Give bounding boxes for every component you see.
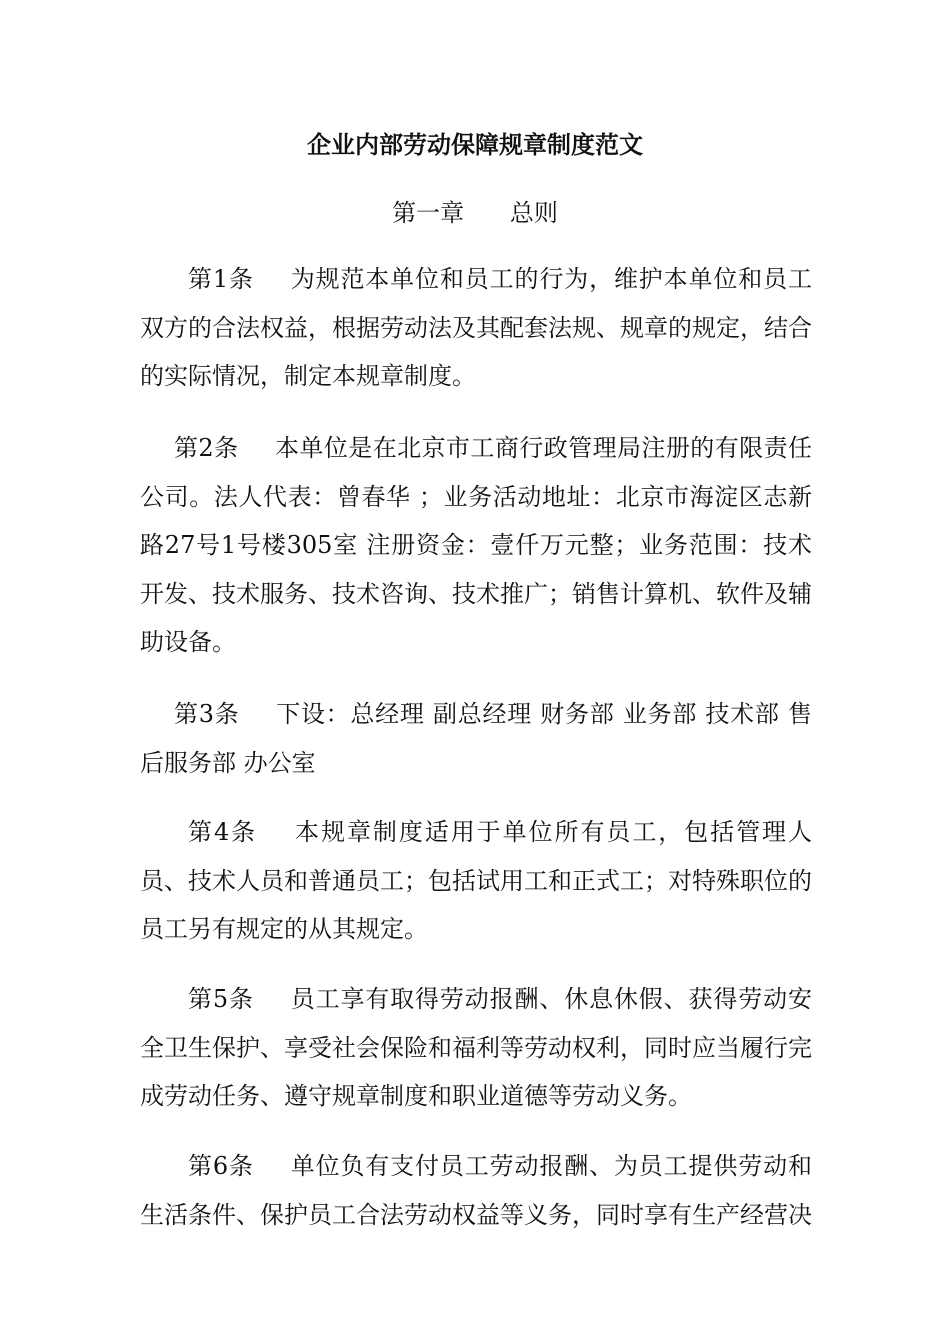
article-text: 员工享有取得劳动报酬、休息休假、获得劳动安全卫生保护、享受社会保险和福利等劳动权利，同时应当履行完成劳动任务、遵守规章制度和职业道德等劳动义务。 xyxy=(140,985,812,1110)
article-paragraph xyxy=(140,424,812,667)
document-title: 企业内部劳动保障规章制度范文 xyxy=(307,130,643,159)
article-paragraph xyxy=(140,690,812,787)
article-number: 第6条 xyxy=(188,1152,254,1180)
article-paragraph xyxy=(140,1142,812,1239)
article-number: 第4条 xyxy=(188,818,258,846)
article-number: 第2条 xyxy=(174,434,239,462)
article-number: 第1条 xyxy=(188,265,254,293)
article-number: 第5条 xyxy=(188,985,254,1013)
article-paragraph xyxy=(140,975,812,1121)
article-number: 第3条 xyxy=(174,700,240,728)
article-text: 下设：总经理 副总经理 财务部 业务部 技术部 售后服务部 办公室 xyxy=(140,700,812,777)
article-text: 本规章制度适用于单位所有员工，包括管理人员、技术人员和普通员工；包括试用工和正式工；对特殊职位的员工另有规定的从其规定。 xyxy=(140,818,812,943)
chapter-heading: 第一章 总则 xyxy=(392,199,558,227)
article-text: 为规范本单位和员工的行为，维护本单位和员工双方的合法权益，根据劳动法及其配套法规、规章的规定，结合的实际情况，制定本规章制度。 xyxy=(140,265,812,390)
article-paragraph xyxy=(140,255,812,401)
article-text: 单位负有支付员工劳动报酬、为员工提供劳动和生活条件、保护员工合法劳动权益等义务，同时享有生产经营决 xyxy=(140,1152,812,1229)
article-paragraph xyxy=(140,808,812,954)
article-text: 本单位是在北京市工商行政管理局注册的有限责任公司。法人代表：曾春华 ；业务活动地址：北京市海淀区志新路27号1号楼305室 注册资金：壹仟万元整；业务范围：技术开发、技术服务、技术咨询、技术推广；销售计算机、软件及辅助设备。 xyxy=(140,434,812,656)
